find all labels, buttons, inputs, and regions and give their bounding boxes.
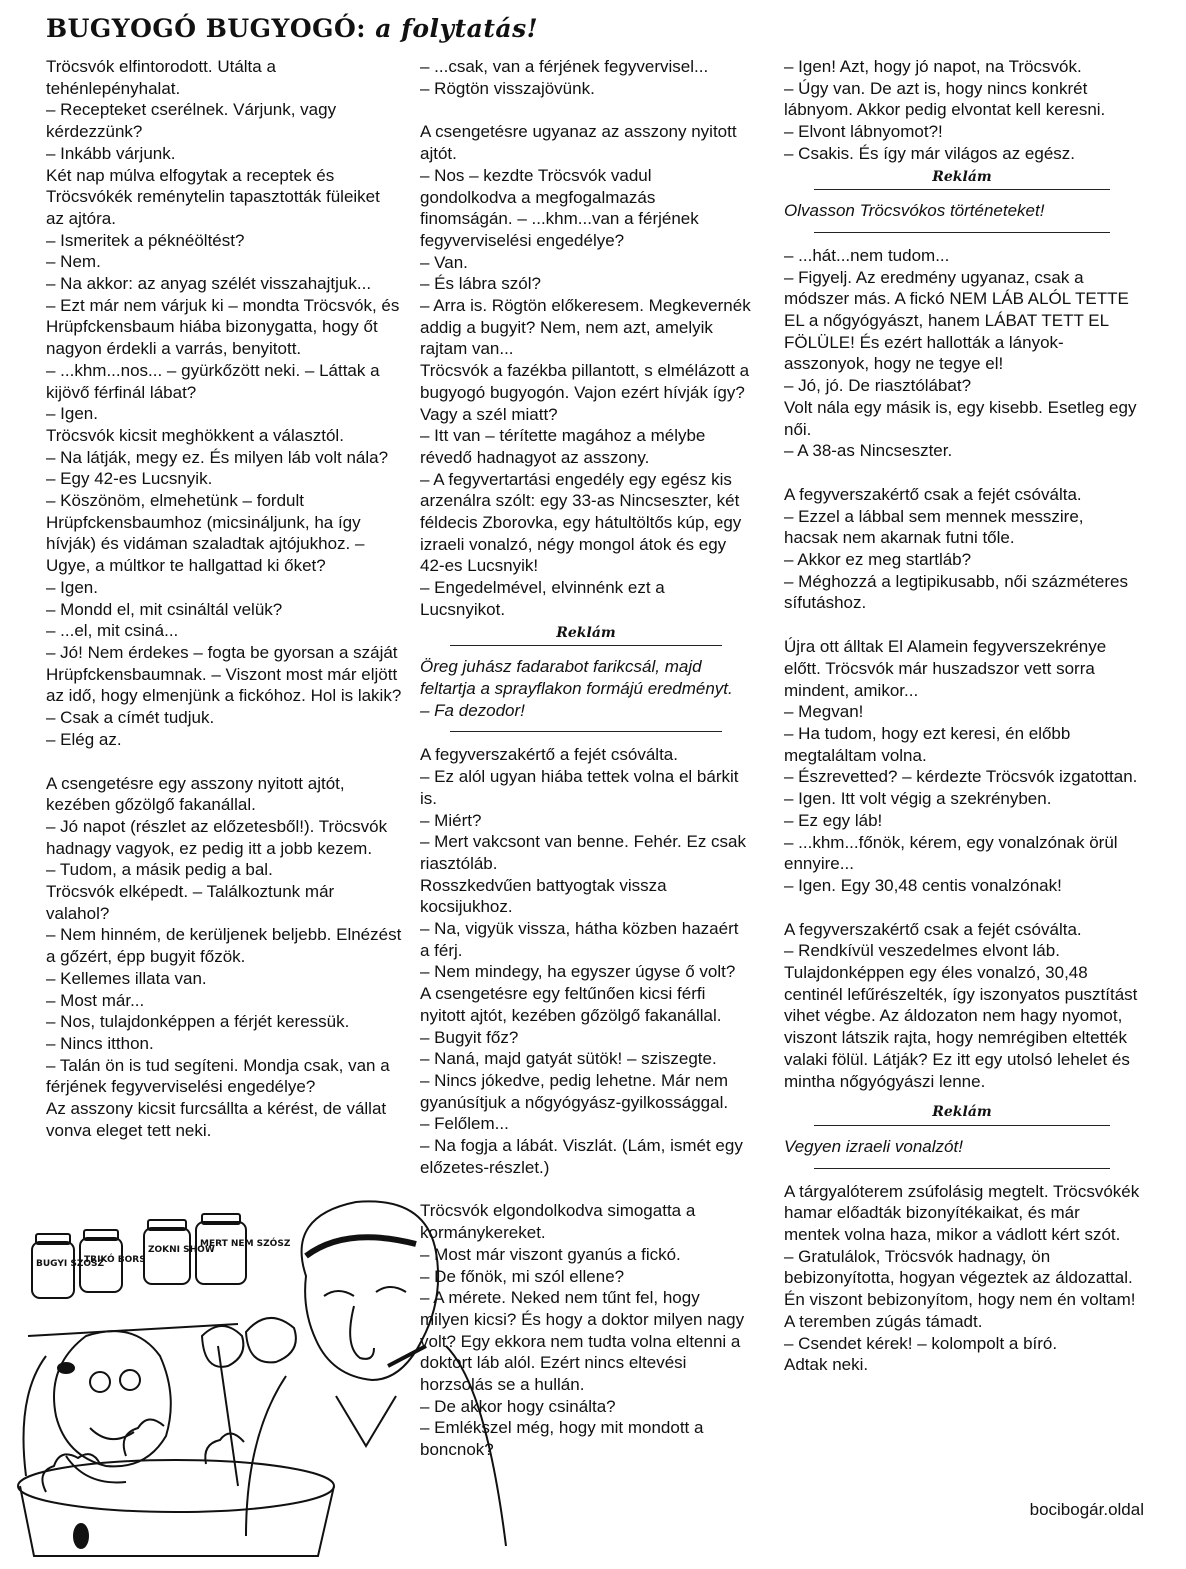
paragraph-gap — [784, 897, 1140, 919]
paragraph-gap — [420, 99, 752, 121]
paragraph: – De főnök, mi szól ellene? — [420, 1266, 625, 1286]
paragraph: – Most már viszont gyanús a fickó. — [420, 1244, 681, 1264]
paragraph: – Köszönöm, elmehetünk – fordult Hrüpfckensbaumhoz (micsináljunk, ha így hívják) és vidáman szaladtak ajtójukhoz. – Ugye, a múltkor te hallgattad ki őket? — [46, 491, 365, 576]
paragraph: – Na fogja a lábát. Viszlát. (Lám, ismét egy előzetes-részlet.) — [420, 1136, 743, 1177]
paragraph: – Rendkívül veszedelmes elvont láb. Tulajdonképpen egy éles vonalzó, 30,48 centinél lefűrészelték, így iszonyatos pusztítást vihet végbe. Az áldozaton nem hagy nyomot, viszont látszik rajta, hogy nemrégiben eltették valaki fölül. Látják? Ez itt egy utolsó lehelet és mintha nőgyógyászi lenne. — [784, 941, 1138, 1091]
paragraph: – Méghozzá a legtipikusabb, női százméteres sífutáshoz. — [784, 571, 1128, 613]
paragraph: – Na, vigyük vissza, hátha közben hazaért a férj. — [420, 919, 739, 960]
paragraph: – ...hát...nem tudom... — [784, 245, 950, 265]
paragraph: – Na látják, megy ez. És milyen láb volt nála? — [46, 447, 389, 467]
jar-label-4: MERT NEM SZÓSZ — [200, 1239, 291, 1249]
jar-label-3: ZOKNI SHOW — [148, 1245, 215, 1255]
paragraph: – Ez egy láb! — [784, 810, 883, 830]
steam-cloud — [205, 1433, 244, 1464]
paragraph: Tröcsvók elképedt. – Találkoztunk már valahol? — [46, 882, 335, 923]
ad-label: Reklám — [556, 624, 616, 641]
paragraph: – Akkor ez meg startláb? — [784, 550, 972, 570]
divider — [814, 189, 1110, 190]
divider — [814, 232, 1110, 233]
paragraph: Rosszkedvűen battyogtak vissza kocsijukhoz. — [420, 875, 667, 917]
paragraph: – Talán ön is tud segíteni. Mondja csak, van a férjének fegyverviselési engedélye? — [46, 1055, 390, 1097]
left-character-beard — [66, 1456, 126, 1482]
divider — [450, 645, 722, 646]
divider — [450, 731, 722, 732]
footer-signature: bocibogár.oldal — [1029, 1500, 1144, 1519]
column-3-text-b — [784, 245, 1140, 1092]
divider — [814, 1168, 1110, 1169]
paragraph: – ...el, mit csiná... — [46, 621, 179, 641]
jar-label-1: BUGYI SZÓSZ — [36, 1259, 105, 1269]
paragraph: A teremben zúgás támadt. — [784, 1311, 983, 1331]
paragraph: – Engedelmével, elvinnénk ezt a Lucsnyikot. — [420, 578, 665, 619]
ad-block-2 — [784, 167, 1140, 233]
paragraph-gap — [46, 751, 402, 773]
paragraph: – Megvan! — [784, 702, 864, 722]
left-character-eye — [120, 1370, 140, 1390]
paragraph: – Felőlem... — [420, 1114, 509, 1134]
paragraph: A csengetésre egy feltűnően kicsi férfi nyitott ajtót, kezében gőzölgő fakanállal. — [420, 984, 722, 1025]
paragraph: – Ezt már nem várjuk ki – mondta Tröcsvók, és Hrüpfckensbaum hiába bizonygatta, hogy őt nagyon érdekli a varrás, benyitott. — [46, 295, 400, 359]
paragraph: Újra ott álltak El Alamein fegyverszekrénye előtt. Tröcsvók már huszadszor vett sorra mindent, amikor... — [784, 637, 1107, 700]
right-character-tie — [336, 1396, 396, 1446]
paragraph: – Mondd el, mit csináltál velük? — [46, 599, 283, 619]
paragraph: – Csakis. És így már világos az egész. — [784, 143, 1076, 163]
paragraph: – A mérete. Neked nem tűnt fel, hogy milyen kicsi? És hogy a doktor milyen nagy volt? Egy ekkora nem tudta volna eltenni a doktort láb alól. Ezért nincs eltevési horzsolás se a hullán. — [420, 1288, 745, 1395]
paragraph: – De akkor hogy csinálta? — [420, 1396, 616, 1416]
right-character-body — [246, 1346, 506, 1546]
cartoon-svg — [6, 1196, 566, 1564]
paragraph: – Ha tudom, hogy ezt keresi, én előbb megtaláltam volna. — [784, 723, 1071, 765]
paragraph: – Jó! Nem érdekes – fogta be gyorsan a száját Hrüpfckensbaumnak. – Viszont most már eljött az idő, hogy elmenjünk a fickóhoz. Hol is lakik? — [46, 642, 402, 706]
paragraph: – Nos, tulajdonképpen a férjét keressük. — [46, 1012, 350, 1032]
paragraph: – Nincs itthon. — [46, 1033, 154, 1053]
steam-cloud — [124, 1419, 164, 1456]
paragraph: Tröcsvók kicsit meghökkent a választól. — [46, 425, 344, 445]
paragraph: – Úgy van. De azt is, hogy nincs konkrét lábnyom. Akkor pedig elvontat kell keresni. — [784, 78, 1106, 120]
paragraph: – Mert vakcsont van benne. Fehér. Ez csak riasztóláb. — [420, 832, 746, 873]
paragraph: – Ez alól ugyan hiába tettek volna el bárkit is. — [420, 767, 739, 808]
paragraph: Két nap múlva elfogytak a receptek és Tröcsvókék reménytelin tapasztották füleiket az ajtóra. — [46, 165, 380, 228]
ad-label: Reklám — [932, 168, 992, 185]
column-1 — [46, 56, 402, 1141]
ad-line: Olvasson Tröcsvókos történeteket! — [784, 201, 1045, 221]
paragraph: Adtak neki. — [784, 1355, 869, 1375]
paragraph: Volt nála egy másik is, egy kisebb. Esetleg egy női. — [784, 397, 1137, 439]
paragraph: – Kellemes illata van. — [46, 968, 207, 988]
paragraph-gap — [784, 462, 1140, 484]
cartoon-illustration — [6, 1196, 566, 1564]
ad-label: Reklám — [932, 1104, 992, 1121]
bug-icon — [58, 1363, 74, 1373]
paragraph: – Miért? — [420, 810, 482, 830]
paragraph: Tröcsvók a fazékba pillantott, s elmélázott a bugyogó bugyogón. Vajon ezért hívják így? Vagy a szél miatt? — [420, 361, 750, 424]
paragraph: – Naná, majd gatyát sütök! – sziszegte. — [420, 1049, 717, 1069]
paragraph: – Igen. Egy 30,48 centis vonalzónak! — [784, 875, 1062, 895]
ad-line: Vegyen izraeli vonalzót! — [784, 1136, 963, 1156]
paragraph: A fegyverszakértő csak a fejét csóválta. — [784, 919, 1082, 939]
paragraph: – Tudom, a másik pedig a bal. — [46, 860, 273, 880]
pot-rim — [18, 1460, 334, 1512]
pot-body — [20, 1486, 334, 1556]
paragraph: – Elvont lábnyomot?! — [784, 122, 943, 142]
paragraph: – Igen! Azt, hogy jó napot, na Tröcsvók. — [784, 57, 1082, 76]
hand — [202, 1326, 243, 1367]
paragraph: – Na akkor: az anyag szélét visszahajtjuk... — [46, 274, 372, 294]
paragraph: – Jó napot (részlet az előzetesből!). Tröcsvók hadnagy vagyok, ez pedig itt a jobb kezem. — [46, 816, 388, 858]
paragraph: – Figyelj. Az eredmény ugyanaz, csak a módszer más. A fickó NEM LÁB ALÓL TETTE EL a nőgyógyászt, hanem LÁBAT TETT EL FÖLÜLE! És ezért hallották a lányok-asszonyok, hogy ne tegye el! — [784, 267, 1129, 374]
right-character-hair — [306, 1237, 416, 1256]
right-character-head — [302, 1201, 439, 1380]
hand — [246, 1318, 296, 1363]
paragraph: – Gratulálok, Tröcsvók hadnagy, ön bebizonyította, hogyan végeztek az áldozattal. Én viszont bebizonyítom, hogy nem én voltam! — [784, 1246, 1136, 1310]
paragraph: – Igen. — [46, 577, 98, 597]
title-subtitle: a folytatás! — [375, 14, 539, 43]
paragraph: A csengetésre egy asszony nyitott ajtót, kezében gőzölgő fakanállal. — [46, 773, 345, 815]
paragraph: – Igen. — [46, 404, 98, 424]
paragraph: – Csendet kérek! – kolompolt a bíró. — [784, 1333, 1058, 1353]
paragraph: – Bugyit főz? — [420, 1027, 519, 1047]
paragraph: – Inkább várjunk. — [46, 143, 176, 163]
left-character-head — [54, 1331, 171, 1466]
paragraph: Tröcsvók elfintorodott. Utálta a tehénlepényhalat. — [46, 57, 276, 98]
right-character-eyes — [324, 1287, 406, 1296]
paragraph: – Emlékszel még, hogy mit mondott a boncnok? — [420, 1418, 704, 1460]
ad-text — [784, 200, 1140, 222]
paragraph: – Csak a címét tudjuk. — [46, 708, 215, 728]
paragraph: – És lábra szól? — [420, 274, 541, 294]
ad-block-1 — [420, 623, 752, 733]
paragraph: – ...khm...nos... – gyürkőzött neki. – Láttak a kijövő férfinál lábat? — [46, 360, 380, 402]
title-main: BUGYOGÓ BUGYOGÓ: — [46, 14, 366, 43]
paragraph: – Nem. — [46, 252, 101, 272]
paragraph: – Nos – kezdte Tröcsvók vadul gondolkodva a megfogalmazás finomságán. – ...khm...van a férjének fegyverviselési engedélye? — [420, 165, 699, 250]
paragraph: – Recepteket cserélnek. Várjunk, vagy kérdezzünk? — [46, 100, 337, 142]
pot-spot — [74, 1524, 88, 1548]
ad-line: – Fa dezodor! — [420, 700, 525, 720]
paragraph: – Elég az. — [46, 729, 122, 749]
ad-block-3 — [784, 1102, 1140, 1168]
paragraph: – Nem hinném, de kerüljenek beljebb. Elnézést a gőzért, épp bugyit főzök. — [46, 925, 402, 967]
paragraph: Tröcsvók elgondolkodva simogatta a kormánykereket. — [420, 1201, 696, 1243]
column-3-text-a — [784, 56, 1140, 165]
paragraph: A fegyverszakértő csak a fejét csóválta. — [784, 484, 1082, 504]
jar-label-2: TRIKÓ BORS — [84, 1255, 146, 1265]
paragraph: – Most már... — [46, 990, 145, 1010]
page-title — [46, 14, 538, 44]
paragraph: – ...csak, van a férjének fegyvervisel... — [420, 57, 709, 76]
right-character-nose — [350, 1306, 374, 1359]
ad-line: Öreg juhász fadarabot farikcsál, majd feltartja a sprayflakon formájú eredményt. — [420, 657, 733, 698]
left-character-eye — [90, 1372, 110, 1392]
column-2-text-a — [420, 56, 752, 621]
paragraph: Az asszony kicsit furcsállta a kérést, de vállat vonva eleget tett neki. — [46, 1099, 387, 1140]
paragraph: – Észrevetted? – kérdezte Tröcsvók izgatottan. — [784, 767, 1138, 787]
ad-text — [784, 1136, 1140, 1158]
paragraph: – Jó, jó. De riasztólábat? — [784, 376, 972, 396]
paragraph: A tárgyalóterem zsúfolásig megtelt. Tröcsvókék hamar előadták bizonyítékaikat, és már mentek volna haza, mikor a vádlott kért szót. — [784, 1181, 1140, 1245]
paragraph: – Rögtön visszajövünk. — [420, 78, 595, 98]
paragraph: – Nem mindegy, ha egyszer úgyse ő volt? — [420, 962, 736, 982]
paragraph: – A fegyvertartási engedély egy egész kis arzenálra szólt: egy 33-as Nincseszter, két féldecis Zborovka, egy hátultöltős kúp, egy izraeli vonalzó, négy mongol átok és egy 42-es Lucsnyik! — [420, 469, 742, 576]
column-3-text-c — [784, 1181, 1140, 1376]
paragraph: – Ismeritek a péknéöltést? — [46, 230, 245, 250]
paragraph: – Egy 42-es Lucsnyik. — [46, 469, 213, 489]
divider — [814, 1125, 1110, 1126]
paragraph: A csengetésre ugyanaz az asszony nyitott ajtót. — [420, 122, 737, 164]
paragraph: – Nincs jókedve, pedig lehetne. Már nem gyanúsítjuk a nőgyógyász-gyilkossággal. — [420, 1070, 729, 1112]
paragraph: – Arra is. Rögtön előkeresem. Megkevernék addig a bugyit? Nem, nem azt, amelyik rajtam van... — [420, 296, 751, 359]
left-character-shoulder — [24, 1356, 47, 1476]
column-3 — [784, 56, 1140, 1376]
paragraph: – Igen. Itt volt végig a szekrényben. — [784, 789, 1052, 809]
ad-text — [420, 656, 752, 721]
paragraph: – Ezzel a lábbal sem mennek messzire, hacsak nem akarnak futni tőle. — [784, 506, 1084, 548]
paragraph-gap — [784, 614, 1140, 636]
paragraph: – Itt van – térítette magához a mélybe révedő hadnagyot az asszony. — [420, 426, 706, 467]
paragraph: A fegyverszakértő a fejét csóválta. — [420, 745, 678, 765]
paragraph: – A 38-as Nincseszter. — [784, 441, 953, 461]
paragraph: – ...khm...főnök, kérem, egy vonalzónak örül ennyire... — [784, 832, 1118, 874]
paragraph: – Van. — [420, 252, 468, 272]
